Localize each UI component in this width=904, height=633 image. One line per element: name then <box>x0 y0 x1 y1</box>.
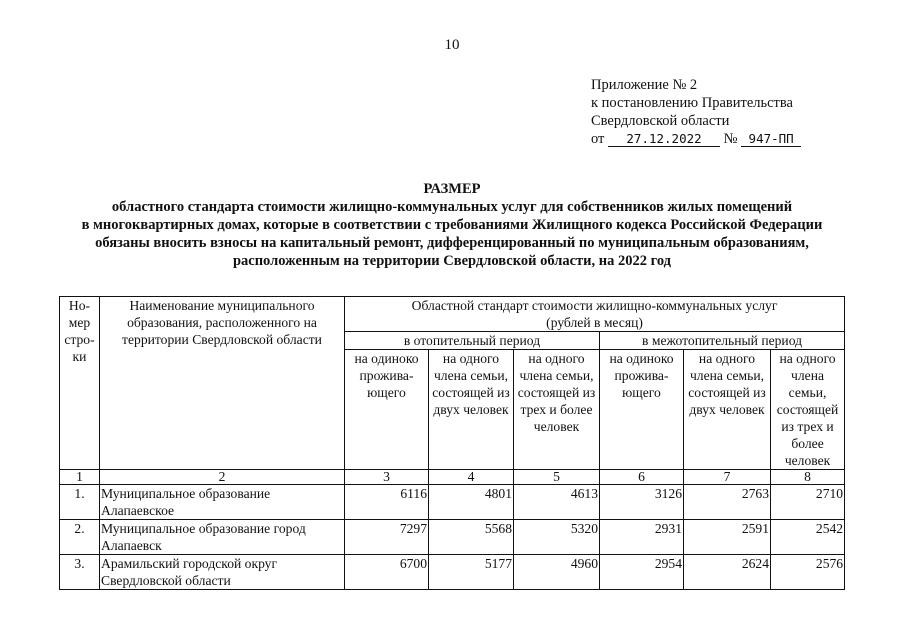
value-single-heating: 7297 <box>345 520 429 555</box>
header-standard-title: Областной стандарт стоимости жилищно-коммунальных услуг <box>411 298 778 313</box>
value-two-nonheating: 2591 <box>684 520 771 555</box>
header-three-heating: на одного члена семьи, состоящей из трех и более человек <box>514 350 600 470</box>
number-label: № <box>723 131 738 147</box>
page-number: 10 <box>444 37 460 53</box>
table-row <box>60 485 845 520</box>
header-row-number: Но-мер стро-ки <box>60 297 100 470</box>
title-line-3: обязаны вносить взносы на капитальный ремонт, дифференцированный по муниципальным образованиям, <box>95 235 809 251</box>
header-two-heating: на одного члена семьи, состоящей из двух человек <box>429 350 514 470</box>
value-three-nonheating: 2542 <box>771 520 845 555</box>
row-number: 1. <box>60 485 100 520</box>
value-three-heating: 4613 <box>514 485 600 520</box>
value-single-nonheating: 2954 <box>600 555 684 590</box>
title-line-4: расположенным на территории Свердловской области, на 2022 год <box>232 253 672 269</box>
row-number: 2. <box>60 520 100 555</box>
col-index: 1 <box>60 470 100 485</box>
header-three-nonheating: на одного члена семьи, состоящей из трех и более человек <box>771 350 845 470</box>
title-line-2: в многоквартирных домах, которые в соответствии с требованиями Жилищного кодекса Российской Федерации <box>81 217 823 233</box>
col-index: 8 <box>771 470 845 485</box>
header-unit: (рублей в месяц) <box>546 315 643 330</box>
municipality-name: Муниципальное образование Алапаевское <box>100 485 345 520</box>
table-row <box>60 520 845 555</box>
from-label: от <box>591 131 605 147</box>
appendix-region: Свердловской области <box>591 113 730 129</box>
value-single-nonheating: 3126 <box>600 485 684 520</box>
standard-cost-table <box>59 296 845 590</box>
header-municipality-name: Наименование муниципального образования, расположенного на территории Свердловской области <box>100 297 345 470</box>
col-index: 6 <box>600 470 684 485</box>
value-three-nonheating: 2576 <box>771 555 845 590</box>
row-number: 3. <box>60 555 100 590</box>
table-row <box>60 555 845 590</box>
municipality-name: Арамильский городской округ Свердловской области <box>100 555 345 590</box>
value-two-nonheating: 2763 <box>684 485 771 520</box>
value-two-heating: 4801 <box>429 485 514 520</box>
value-two-nonheating: 2624 <box>684 555 771 590</box>
col-index: 2 <box>100 470 345 485</box>
appendix-date-line <box>591 130 801 148</box>
value-two-heating: 5177 <box>429 555 514 590</box>
resolution-number: 947-ПП <box>741 132 801 147</box>
title-main: РАЗМЕР <box>423 181 481 197</box>
col-index: 7 <box>684 470 771 485</box>
value-single-heating: 6700 <box>345 555 429 590</box>
col-index: 5 <box>514 470 600 485</box>
value-single-nonheating: 2931 <box>600 520 684 555</box>
appendix-block <box>591 76 801 148</box>
header-heating-period: в отопительный период <box>345 332 600 350</box>
header-single-heating: на одиноко прожива-ющего <box>345 350 429 470</box>
title-line-1: областного стандарта стоимости жилищно-коммунальных услуг для собственников жилых помещений <box>111 199 793 215</box>
value-single-heating: 6116 <box>345 485 429 520</box>
value-three-heating: 4960 <box>514 555 600 590</box>
value-three-heating: 5320 <box>514 520 600 555</box>
appendix-resolution: к постановлению Правительства <box>591 95 793 111</box>
column-index-row <box>60 470 845 485</box>
header-standard <box>345 297 845 332</box>
document-title <box>0 180 904 270</box>
header-nonheating-period: в межотопительный период <box>600 332 845 350</box>
value-three-nonheating: 2710 <box>771 485 845 520</box>
resolution-date: 27.12.2022 <box>608 132 720 147</box>
value-two-heating: 5568 <box>429 520 514 555</box>
header-two-nonheating: на одного члена семьи, состоящей из двух человек <box>684 350 771 470</box>
municipality-name: Муниципальное образование город Алапаевск <box>100 520 345 555</box>
header-single-nonheating: на одиноко прожива-ющего <box>600 350 684 470</box>
col-index: 4 <box>429 470 514 485</box>
appendix-title: Приложение № 2 <box>591 77 698 93</box>
col-index: 3 <box>345 470 429 485</box>
